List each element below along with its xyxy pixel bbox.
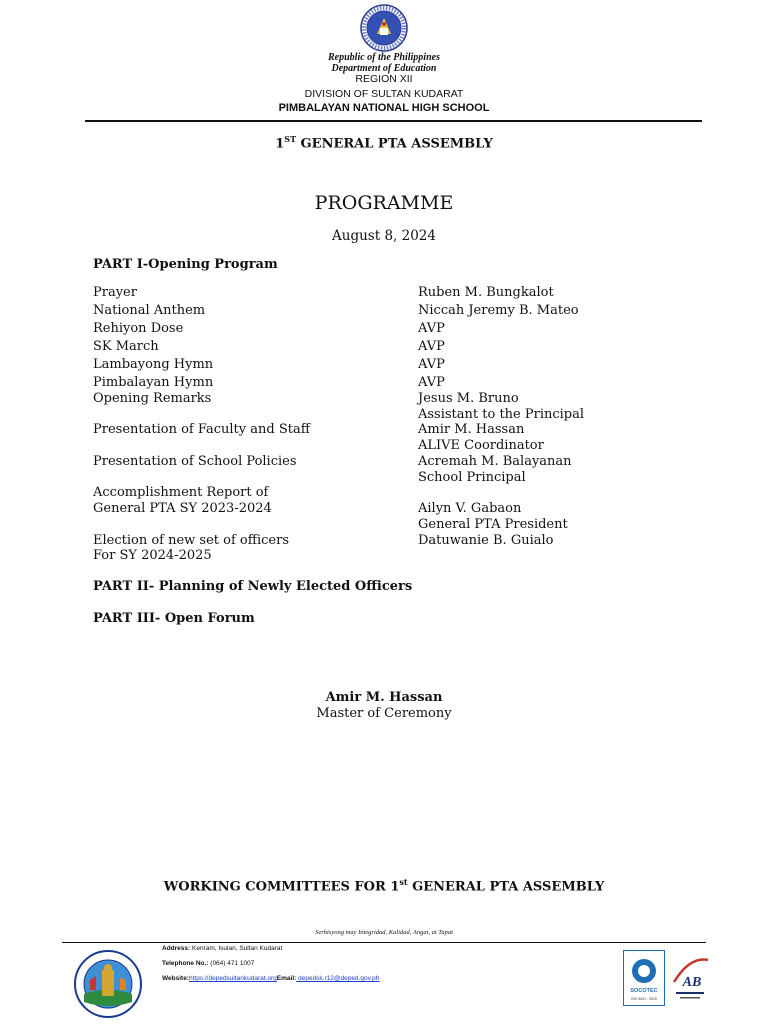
- program-person-role: General PTA President: [418, 517, 568, 532]
- footer-address: Address: Kenram, Isulan, Sultan Kudarat: [162, 945, 283, 952]
- footer-divider: [62, 942, 706, 943]
- program-person-role: Assistant to the Principal: [418, 407, 585, 422]
- committees-title: WORKING COMMITTEES FOR 1st GENERAL PTA ASSEMBLY: [163, 877, 605, 895]
- email-link[interactable]: depedsk.r12@deped.gov.ph: [296, 975, 380, 982]
- header-divider: [85, 120, 702, 122]
- program-person: Jesus M. Bruno: [418, 391, 519, 406]
- program-item: Prayer: [93, 285, 137, 300]
- republic-label: Republic of the Philippines: [328, 52, 440, 63]
- program-item: SK March: [93, 339, 159, 354]
- socotec-certification-icon: [623, 950, 665, 1006]
- program-item-line2: For SY 2024-2025: [93, 548, 212, 563]
- school-name: PIMBALAYAN NATIONAL HIGH SCHOOL: [278, 102, 490, 114]
- program-person-role: ALIVE Coordinator: [418, 438, 544, 453]
- programme-title: PROGRAMME: [314, 192, 454, 214]
- part-3-heading: PART III- Open Forum: [93, 611, 255, 626]
- program-person-role: School Principal: [418, 470, 526, 485]
- program-item: Election of new set of officers: [93, 533, 290, 548]
- program-item: Rehiyon Dose: [93, 321, 184, 336]
- program-person: Niccah Jeremy B. Mateo: [418, 303, 579, 318]
- program-person: AVP: [418, 357, 445, 372]
- region-label: REGION XII: [355, 73, 413, 85]
- program-person: AVP: [418, 321, 445, 336]
- socotec-iso: ISO 9001 : 2015: [631, 997, 657, 1001]
- program-person: Amir M. Hassan: [418, 422, 525, 437]
- program-item: Presentation of Faculty and Staff: [93, 422, 310, 437]
- iab-label: AB: [682, 975, 702, 990]
- iab-accreditation-icon: [668, 952, 712, 1006]
- program-person: Datuwanie B. Guialo: [418, 533, 554, 548]
- program-person: AVP: [418, 375, 445, 390]
- event-date: August 8, 2024: [332, 228, 436, 244]
- program-item-line2: General PTA SY 2023-2024: [93, 501, 272, 516]
- division-label: DIVISION OF SULTAN KUDARAT: [304, 88, 464, 100]
- program-item: Accomplishment Report of: [93, 485, 269, 500]
- footer-contacts: Website:https://depedsultankudarat.orgEmail: depedsk.r12@deped.gov.ph: [162, 975, 380, 982]
- part-2-heading: PART II- Planning of Newly Elected Officers: [93, 579, 413, 594]
- website-link[interactable]: https://depedsultankudarat.org: [188, 975, 277, 982]
- department-label: Department of Education: [331, 63, 437, 74]
- program-person: Ailyn V. Gabaon: [418, 501, 522, 516]
- deped-seal-icon: [360, 4, 408, 52]
- part-1-heading: PART I-Opening Program: [93, 257, 278, 272]
- program-item: Lambayong Hymn: [93, 357, 214, 372]
- emcee-name: Amir M. Hassan: [325, 690, 443, 705]
- socotec-label: SOCOTEC: [630, 988, 658, 994]
- motto: Serbisyong may Integridad, Kalidad, Angat, at Tapat: [315, 929, 453, 936]
- program-person: Ruben M. Bungkalot: [418, 285, 554, 300]
- program-item: Pimbalayan Hymn: [93, 375, 214, 390]
- program-person: Acremah M. Balayanan: [418, 454, 572, 469]
- footer-telephone: Telephone No.: (064) 471 1007: [162, 960, 255, 967]
- division-of-sultan-kudarat-logo-icon: [74, 950, 142, 1018]
- program-item: Opening Remarks: [93, 391, 212, 406]
- program-item: National Anthem: [93, 303, 206, 318]
- program-item: Presentation of School Policies: [93, 454, 297, 469]
- assembly-title: 1ST GENERAL PTA ASSEMBLY: [275, 134, 493, 152]
- program-person: AVP: [418, 339, 445, 354]
- emcee-role: Master of Ceremony: [316, 706, 452, 721]
